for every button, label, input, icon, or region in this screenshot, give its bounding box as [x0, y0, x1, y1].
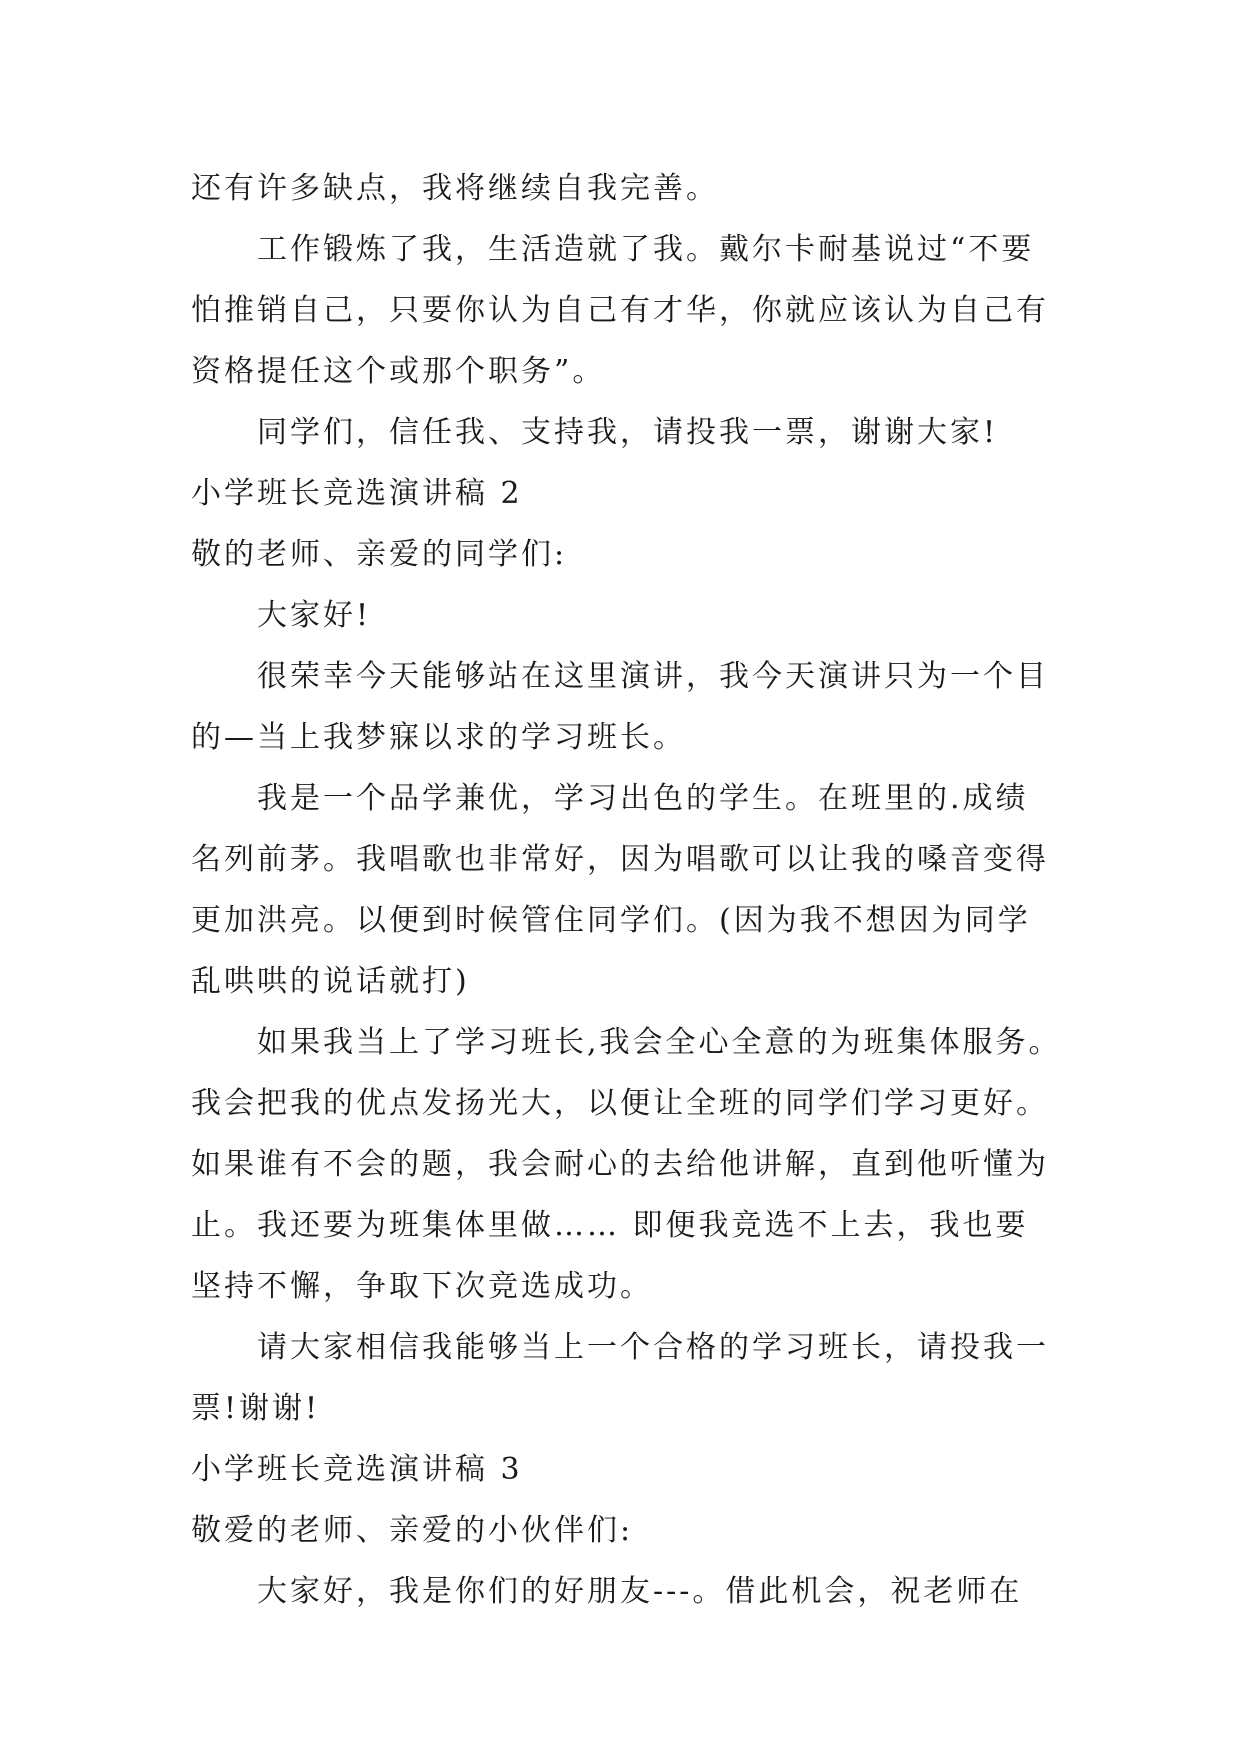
- text-line: 请大家相信我能够当上一个合格的学习班长，请投我一: [257, 1330, 1049, 1365]
- text-line: 小学班长竞选演讲稿 3: [191, 1452, 523, 1487]
- text-line: 大家好，我是你们的好朋友---。借此机会，祝老师在: [257, 1574, 1023, 1609]
- text-line: 怕推销自己，只要你认为自己有才华，你就应该认为自己有: [191, 293, 1049, 328]
- text-line: 如果我当上了学习班长,我会全心全意的为班集体服务。: [257, 1025, 1062, 1060]
- text-line: 小学班长竞选演讲稿 2: [191, 476, 523, 511]
- text-line: 资格提任这个或那个职务”。: [191, 354, 606, 389]
- text-line: 同学们，信任我、支持我，请投我一票，谢谢大家!: [257, 415, 999, 450]
- text-line: 止。我还要为班集体里做…… 即便我竞选不上去，我也要: [191, 1208, 1029, 1243]
- document-body: [191, 158, 1061, 1622]
- text-line: 我是一个品学兼优，学习出色的学生。在班里的.成绩: [257, 781, 1029, 816]
- text-line: 还有许多缺点，我将继续自我完善。: [191, 171, 719, 206]
- text-line: 敬爱的老师、亲爱的小伙伴们:: [191, 1513, 634, 1548]
- text-line: 乱哄哄的说话就打): [191, 964, 470, 999]
- text-line: 大家好!: [257, 598, 372, 633]
- text-line: 很荣幸今天能够站在这里演讲，我今天演讲只为一个目: [257, 659, 1049, 694]
- text-line: 工作锻炼了我，生活造就了我。戴尔卡耐基说过“不要: [257, 232, 1035, 267]
- text-line: 如果谁有不会的题，我会耐心的去给他讲解，直到他听懂为: [191, 1147, 1049, 1182]
- text-line: 坚持不懈，争取下次竞选成功。: [191, 1269, 653, 1304]
- text-line: 的—当上我梦寐以求的学习班长。: [191, 720, 686, 755]
- text-line: 更加洪亮。以便到时候管住同学们。(因为我不想因为同学: [191, 903, 1031, 938]
- text-line: 票!谢谢!: [191, 1391, 321, 1426]
- text-line: 我会把我的优点发扬光大，以便让全班的同学们学习更好。: [191, 1086, 1049, 1121]
- text-line: 名列前茅。我唱歌也非常好，因为唱歌可以让我的嗓音变得: [191, 842, 1049, 877]
- text-line: 敬的老师、亲爱的同学们:: [191, 537, 568, 572]
